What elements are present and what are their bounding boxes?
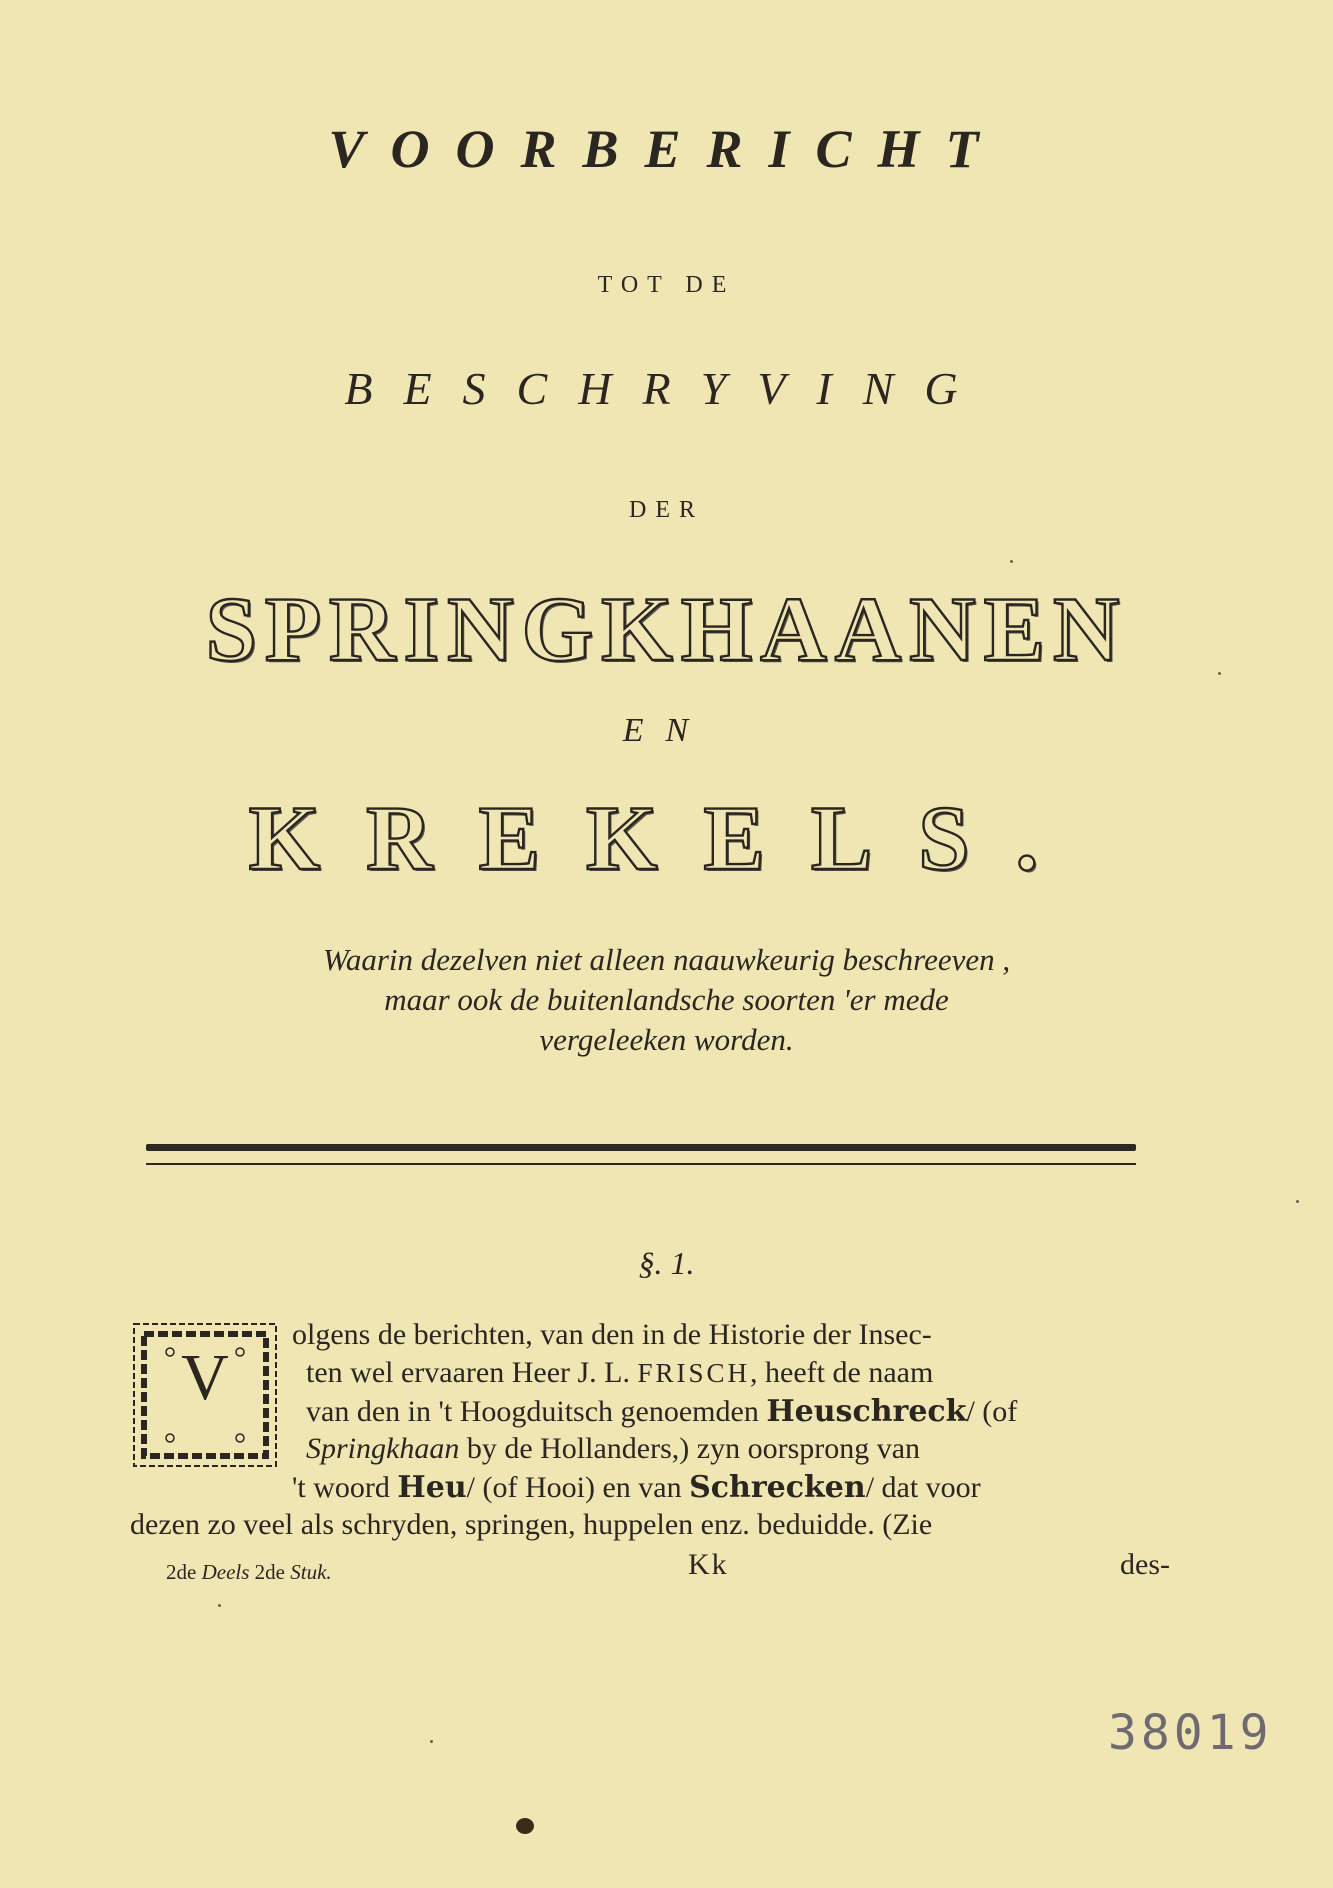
body-text: , heeft de naam — [750, 1356, 934, 1389]
subtitle-line-1: Waarin dezelven niet alleen naauwkeurig beschreeven , — [322, 942, 1011, 977]
paper-speck — [218, 1604, 221, 1607]
italic-word: Springkhaan — [306, 1432, 460, 1465]
ink-blot — [516, 1818, 534, 1834]
body-text: by de Hollanders,) zyn oorsprong van — [459, 1432, 921, 1465]
body-line-4 — [306, 1432, 920, 1466]
body-text: / (of Hooi) en van — [466, 1471, 690, 1504]
paper-speck — [430, 1740, 433, 1743]
signature-text: 2de — [249, 1560, 291, 1584]
signature-left — [166, 1560, 332, 1585]
heading-en: EN — [622, 712, 711, 749]
fraktur-word: Heu — [397, 1470, 467, 1505]
body-line-5 — [292, 1470, 981, 1505]
paper-speck — [1296, 1200, 1299, 1203]
fraktur-word: Heuschreck — [766, 1394, 967, 1429]
divider-thick — [146, 1144, 1136, 1151]
heading-beschryving: BESCHRYVING — [344, 363, 989, 414]
heading-springkhaanen: SPRINGKHAANEN — [205, 578, 1128, 680]
author-name: FRISCH — [637, 1358, 751, 1388]
dropcap-letter: V — [181, 1341, 229, 1414]
body-text: / (of — [966, 1395, 1018, 1428]
signature-text: 2de — [166, 1560, 202, 1584]
heading-voorbericht: VOORBERICHT — [328, 119, 1005, 179]
paper-speck — [1010, 560, 1013, 563]
heading-tot-de: TOT DE — [597, 272, 736, 298]
body-line-1: olgens de berichten, van den in de Historie der Insec- — [292, 1318, 932, 1351]
body-text: / dat voor — [865, 1471, 981, 1504]
catchword: des- — [1120, 1548, 1170, 1581]
body-line-2 — [306, 1356, 933, 1390]
subtitle-line-2: maar ook de buitenlandsche soorten 'er mede — [384, 982, 949, 1017]
signature-text: Deels — [201, 1560, 250, 1584]
body-text: 't woord — [292, 1471, 398, 1504]
heading-krekels: KREKELS. — [248, 787, 1085, 889]
subtitle — [0, 940, 1333, 1060]
ornamental-dropcap — [130, 1320, 280, 1470]
library-stamp-number: 38019 — [1108, 1705, 1273, 1761]
fraktur-word: Schrecken — [689, 1470, 866, 1505]
heading-der: DER — [629, 497, 704, 523]
body-text: ten wel ervaaren Heer J. L. — [306, 1356, 638, 1389]
paper-speck — [1218, 672, 1221, 675]
signature-text: Stuk. — [290, 1560, 332, 1584]
subtitle-line-3: vergeleeken worden. — [539, 1022, 794, 1057]
divider-thin — [146, 1163, 1136, 1165]
section-mark: §. 1. — [638, 1245, 695, 1281]
body-line-3 — [306, 1394, 1017, 1429]
body-line-6: dezen zo veel als schryden, springen, huppelen enz. beduidde. (Zie — [130, 1508, 933, 1541]
body-text: van den in 't Hoogduitsch genoemden — [306, 1395, 767, 1428]
signature-mark: Kk — [688, 1548, 729, 1581]
